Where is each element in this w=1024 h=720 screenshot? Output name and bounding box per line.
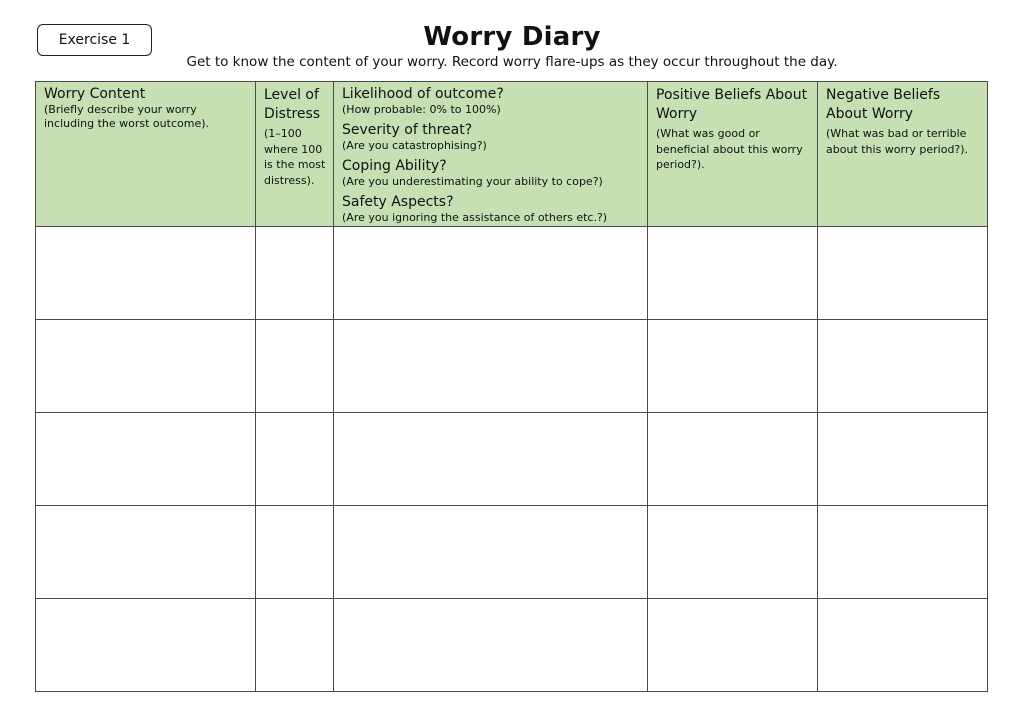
entry-cell-worry-content[interactable]	[36, 320, 256, 413]
entry-cell-distress[interactable]	[256, 413, 334, 506]
header-subtext: (Are you underestimating your ability to cope?)	[342, 175, 603, 188]
header-title: Severity of threat?	[342, 122, 473, 138]
header-title: Likelihood of outcome?	[342, 86, 504, 102]
page-title: Worry Diary	[423, 22, 601, 52]
entry-cell-distress[interactable]	[256, 320, 334, 413]
worry-diary-table	[35, 81, 988, 692]
table-row	[36, 506, 988, 599]
entry-cell-likelihood[interactable]	[334, 227, 648, 320]
entry-cell-likelihood[interactable]	[334, 506, 648, 599]
header-worry-content	[36, 82, 256, 227]
table-row	[36, 227, 988, 320]
table-row	[36, 320, 988, 413]
entry-cell-likelihood[interactable]	[334, 413, 648, 506]
entry-cell-negative-beliefs[interactable]	[818, 506, 988, 599]
header-subtext: (Are you catastrophising?)	[342, 139, 487, 152]
header-subtext: (1–100 where 100 is the most distress).	[264, 127, 326, 187]
header-title: Level of Distress	[264, 87, 321, 122]
entry-cell-likelihood[interactable]	[334, 320, 648, 413]
header-subtext: (What was bad or terrible about this worry period?).	[826, 127, 969, 156]
header-subtext: (Briefly describe your worry including the worst outcome).	[44, 103, 209, 130]
entry-cell-worry-content[interactable]	[36, 599, 256, 692]
table-row	[36, 413, 988, 506]
entry-cell-positive-beliefs[interactable]	[648, 413, 818, 506]
entry-cell-positive-beliefs[interactable]	[648, 320, 818, 413]
entry-cell-worry-content[interactable]	[36, 227, 256, 320]
table-header-row	[36, 82, 988, 227]
entry-cell-negative-beliefs[interactable]	[818, 413, 988, 506]
header-positive-beliefs	[648, 82, 818, 227]
entry-cell-positive-beliefs[interactable]	[648, 506, 818, 599]
header-level-of-distress	[256, 82, 334, 227]
header-title: Safety Aspects?	[342, 194, 454, 210]
entry-cell-worry-content[interactable]	[36, 413, 256, 506]
entry-cell-distress[interactable]	[256, 227, 334, 320]
entry-cell-negative-beliefs[interactable]	[818, 227, 988, 320]
exercise-badge: Exercise 1	[37, 24, 152, 56]
header-title: Positive Beliefs About Worry	[656, 87, 808, 122]
entry-cell-distress[interactable]	[256, 506, 334, 599]
entry-cell-likelihood[interactable]	[334, 599, 648, 692]
header-subtext: (Are you ignoring the assistance of others etc.?)	[342, 211, 608, 224]
header-title: Coping Ability?	[342, 158, 447, 174]
entry-cell-worry-content[interactable]	[36, 506, 256, 599]
entry-cell-negative-beliefs[interactable]	[818, 599, 988, 692]
entry-cell-negative-beliefs[interactable]	[818, 320, 988, 413]
page-subtitle: Get to know the content of your worry. Record worry flare-ups as they occur throughout the day.	[186, 54, 838, 70]
entry-cell-distress[interactable]	[256, 599, 334, 692]
header-title: Worry Content	[44, 86, 146, 102]
header-likelihood-severity-coping-safety	[334, 82, 648, 227]
header-negative-beliefs	[818, 82, 988, 227]
header-subtext: (How probable: 0% to 100%)	[342, 103, 501, 116]
header-subtext: (What was good or beneficial about this worry period?).	[656, 127, 803, 171]
entry-cell-positive-beliefs[interactable]	[648, 227, 818, 320]
table-row	[36, 599, 988, 692]
entry-cell-positive-beliefs[interactable]	[648, 599, 818, 692]
header-title: Negative Beliefs About Worry	[826, 87, 941, 122]
